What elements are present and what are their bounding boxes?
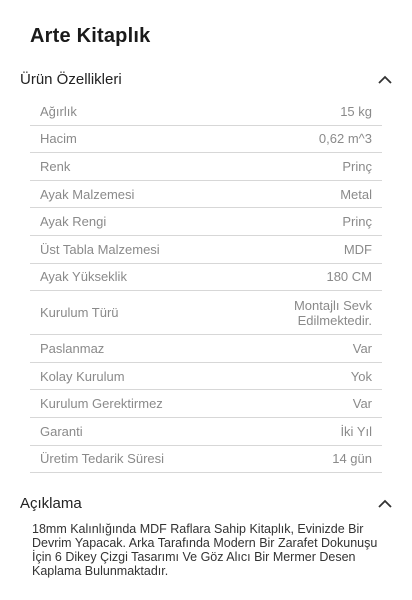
spec-row xyxy=(30,390,382,418)
spec-key: Kolay Kurulum xyxy=(40,368,125,384)
spec-value: 180 CM xyxy=(326,269,372,285)
spec-key: Kurulum Türü xyxy=(40,305,119,321)
product-title: Arte Kitaplık xyxy=(30,25,151,47)
chevron-up-icon[interactable] xyxy=(378,72,392,86)
spec-value: Montajlı Sevk Edilmektedir. xyxy=(293,297,372,328)
spec-key: Paslanmaz xyxy=(40,340,105,356)
features-section-header[interactable] xyxy=(20,67,392,91)
spec-row xyxy=(30,446,382,474)
spec-row xyxy=(30,335,382,363)
spec-key: Üretim Tedarik Süresi xyxy=(40,451,165,467)
spec-key: Üst Tabla Malzemesi xyxy=(40,241,160,257)
spec-key: Kurulum Gerektirmez xyxy=(40,396,163,412)
spec-value: Var xyxy=(352,396,372,412)
spec-row xyxy=(30,291,382,335)
spec-value: 15 kg xyxy=(340,103,372,119)
spec-value: Prinç xyxy=(342,158,372,174)
spec-row xyxy=(30,236,382,264)
spec-value: İki Yıl xyxy=(340,423,372,439)
spec-key: Ayak Malzemesi xyxy=(40,186,135,202)
spec-row xyxy=(30,98,382,126)
description-text: 18mm Kalınlığında MDF Raflara Sahip Kitaplık, Evinizde Bir Devrim Yapacak. Arka Tarafında Modern Bir Zarafet Dokunuşu İçin 6 Dikey Çizgi Tasarımı Ve Göz Alıcı Bir Mermer Desen Kaplama Bulunmaktadır. xyxy=(32,522,378,578)
description-section-header[interactable] xyxy=(20,491,392,515)
spec-value: 14 gün xyxy=(332,451,372,467)
spec-key: Ayak Rengi xyxy=(40,214,107,230)
spec-key: Hacim xyxy=(40,131,77,147)
spec-key: Garanti xyxy=(40,423,83,439)
spec-key: Ayak Yükseklik xyxy=(40,269,127,285)
spec-row xyxy=(30,363,382,391)
spec-row xyxy=(30,208,382,236)
chevron-up-icon[interactable] xyxy=(378,496,392,510)
spec-row xyxy=(30,153,382,181)
spec-key: Renk xyxy=(40,158,71,174)
spec-row xyxy=(30,264,382,292)
description-section-title: Açıklama xyxy=(20,494,82,512)
features-section-title: Ürün Özellikleri xyxy=(20,70,122,88)
spec-value: Metal xyxy=(340,186,372,202)
spec-value: 0,62 m^3 xyxy=(318,131,372,147)
spec-table xyxy=(30,98,382,473)
spec-value: Yok xyxy=(350,368,372,384)
spec-row xyxy=(30,181,382,209)
spec-value: MDF xyxy=(343,241,372,257)
spec-row xyxy=(30,418,382,446)
spec-key: Ağırlık xyxy=(40,103,77,119)
spec-value: Prinç xyxy=(342,214,372,230)
spec-row xyxy=(30,126,382,154)
spec-value: Var xyxy=(352,340,372,356)
